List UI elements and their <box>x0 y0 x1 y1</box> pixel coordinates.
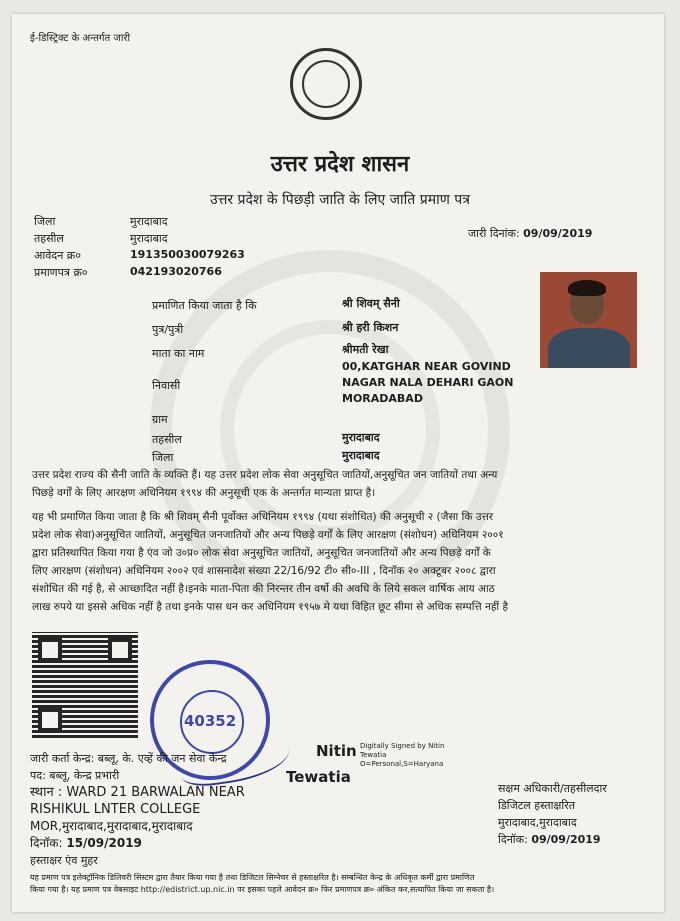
detail-value-tehsil: मुरादाबाद <box>342 431 380 444</box>
paragraph-line: यह भी प्रमाणित किया जाता है कि श्री शिवम् सैनी पूर्वोक्त अधिनियम १९९४ (यथा संशोधित) की अनुसूची २ (जैसा कि उत्तर <box>32 511 494 523</box>
issuer-center: जारी कर्ता केन्द्र: बब्लू, के. एव्हें की जन सेवा केन्द्र <box>30 752 227 765</box>
detail-label-mother: माता का नाम <box>152 347 205 360</box>
signature-seal-label: हस्ताक्षर एंव मुहर <box>30 854 98 867</box>
meta-value-tehsil: मुरादाबाद <box>130 232 168 245</box>
authority-block <box>498 780 607 848</box>
authority-title: सक्षम अधिकारी/तहसीलदार <box>498 782 607 795</box>
page-title: उत्तर प्रदेश शासन <box>270 151 410 177</box>
digital-sign-line: O=Personal,S=Haryana <box>360 760 444 768</box>
stamp-number: 40352 <box>184 712 237 730</box>
meta-label-application-no: आवेदन क्र० <box>34 249 81 262</box>
issue-date: 09/09/2019 <box>523 227 593 240</box>
detail-label-district: जिला <box>152 451 174 464</box>
detail-value-address-2: NAGAR NALA DEHARI GAON <box>342 376 514 389</box>
paragraph-line: लिए आरक्षण (संशोधन) अधिनियम २००२ एवं शासनादेश संख्या 22/16/92 टी० सी०-III , दिनॉक २० अक्टूबर २००८ द्वारा <box>32 565 496 577</box>
detail-value-name: श्री शिवम् सैनी <box>342 297 400 310</box>
issue-date-label: जारी दिनांक: <box>468 227 520 240</box>
detail-label-certified: प्रमाणित किया जाता है कि <box>152 299 257 312</box>
paragraph-line: प्रदेश लोक सेवा)अनुसूचित जातियों, अनुसूचित जनजातियों और अन्य पिछड़े वर्गों के लिए आरक्षण (संशोधन) अधिनियम २००१ <box>32 529 504 541</box>
detail-value-father: श्री हरी किशन <box>342 321 399 334</box>
applicant-photo <box>540 272 637 368</box>
authority-date-label: दिनॉक: <box>498 833 528 846</box>
meta-label-certificate-no: प्रमाणपत्र क्र० <box>34 266 88 279</box>
issuer-date-label: दिनॉक: <box>30 836 63 850</box>
footer-note <box>30 872 652 896</box>
authority-place: मुरादाबाद,मुरादाबाद <box>498 816 577 829</box>
detail-value-mother: श्रीमती रेखा <box>342 343 389 356</box>
footer-line: किया गया है। यह प्रमाण पत्र वेबसाइट http://edistrict.up.nic.in पर इसका पहले आवेदन क्र० फिर प्रमाणपत्र क्र० अंकित कर,सत्यापित किया जा सकता है। <box>30 885 495 894</box>
detail-value-address-3: MORADABAD <box>342 392 423 405</box>
meta-value-certificate-no: 042193020766 <box>130 265 222 278</box>
detail-value-district: मुरादाबाद <box>342 449 380 462</box>
authority-digital: डिजिटल हस्ताक्षरित <box>498 799 575 812</box>
issuer-block <box>30 750 245 869</box>
digital-sign-line: Tewatia <box>360 751 387 759</box>
detail-label-tehsil: तहसील <box>152 433 182 446</box>
paragraph-line: द्वारा प्रतिस्थापित किया गया है एंव जो उ०प्र० लोक सेवा अनुसूचित जातियों, अनुसूचित जनजातियों और अन्य पिछड़े वर्गों के <box>32 547 491 559</box>
digital-sign-details <box>360 742 444 769</box>
meta-value-application-no: 191350030079263 <box>130 248 245 261</box>
paragraph-line: पिछड़े वर्गों के लिए आरक्षण अधिनियम १९९४ की अनुसूची एक के अन्तर्गत मान्यता प्राप्त है। <box>32 487 376 499</box>
authority-date: 09/09/2019 <box>531 833 601 846</box>
digital-sign-name-2: Tewatia <box>286 768 351 786</box>
up-govt-emblem-icon <box>290 48 362 120</box>
issuer-date: 15/09/2019 <box>66 836 142 850</box>
paragraph-line: लाख रुपये या इससे अधिक नहीं है तथा इनके पास धन कर अधिनियम १९५७ मे यथा विहित छूट सीमा से अधिक सम्पत्ति नहीं है <box>32 601 509 613</box>
detail-label-resident: निवासी <box>152 379 181 392</box>
issuer-location-2: RISHIKUL LNTER COLLEGE <box>30 802 201 817</box>
footer-line: यह प्रमाण पत्र इलेक्ट्रॉनिक डिलिवरी सिस्टम द्वारा तैयार किया गया है तथा डिजिटल सिग्नेचर से हस्ताक्षरित है। सम्बन्धित केन्द्र के अधिकृत कर्मी द्वारा प्रमाणित <box>30 873 475 882</box>
certificate-subtitle: उत्तर प्रदेश के पिछड़ी जाति के लिए जाति प्रमाण पत्र <box>210 192 470 208</box>
issuer-location-1: स्थान : WARD 21 BARWALAN NEAR <box>30 785 245 800</box>
meta-value-district: मुरादाबाद <box>130 215 168 228</box>
issuer-location-3: MOR,मुरादाबाद,मुरादाबाद,मुरादाबाद <box>30 819 193 833</box>
detail-value-address-1: 00,KATGHAR NEAR GOVIND <box>342 360 511 373</box>
digital-sign-name-1: Nitin <box>316 742 357 760</box>
paragraph-caste <box>32 466 650 502</box>
paragraph-line: उत्तर प्रदेश राज्य की सैनी जाति के व्यक्ति हैं। यह उत्तर प्रदेश लोक सेवा अनुसूचित जातियों,अनुसूचित जन जातियों तथा अन्य <box>32 469 498 481</box>
paragraph-line: संशोधित की गई है, से आच्छादित नहीं है।इनके माता-पिता की निरन्तर तीन वर्षो की अवधि के लिये सकल वार्षिक आय आठ <box>32 583 495 595</box>
meta-label-tehsil: तहसील <box>34 232 64 245</box>
meta-label-district: जिला <box>34 215 56 228</box>
detail-label-village: ग्राम <box>152 413 168 426</box>
qr-code <box>32 632 138 738</box>
header-note: ई-डिस्ट्रिक्ट के अन्तर्गत जारी <box>30 33 131 44</box>
detail-label-child-of: पुत्र/पुत्री <box>152 323 184 336</box>
digital-sign-line: Digitally Signed by Nitin <box>360 742 445 750</box>
paragraph-certification <box>32 508 650 616</box>
watermark-inner <box>220 320 440 540</box>
issuer-designation: पद: बब्लू, केन्द्र प्रभारी <box>30 769 120 782</box>
